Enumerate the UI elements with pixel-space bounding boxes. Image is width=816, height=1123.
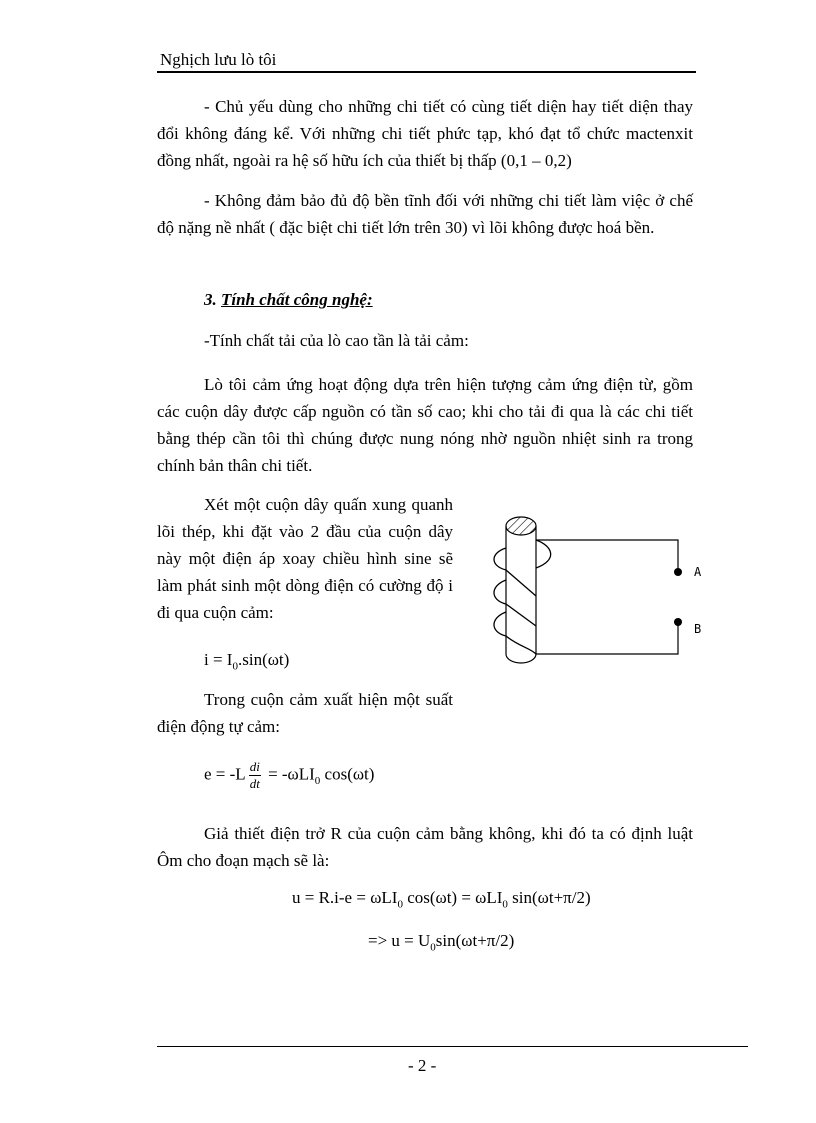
section-title: Tính chất công nghệ:	[221, 290, 373, 309]
steel-core	[506, 517, 536, 663]
paragraph-5: Xét một cuộn dây quấn xung quanh lõi thép, khi đặt vào 2 đầu của cuộn dây này một điện áp xoay chiều hình sine sẽ làm phát sinh một dòng điện có cường độ i đi qua cuộn cảm:	[157, 495, 453, 622]
terminal-a	[674, 568, 682, 576]
paragraph-7: Giả thiết điện trở R của cuộn cảm bằng không, khi đó ta có định luật Ôm cho đoạn mạch sẽ là:	[157, 824, 693, 870]
equation-voltage: u = R.i-e = ωLI$_0$ cos(ωt) = ωLI$_0$ sin(ωt+π/2)	[292, 888, 591, 911]
paragraph-3: -Tính chất tải của lò cao tần là tải cảm:	[204, 331, 469, 350]
coil-diagram	[478, 508, 718, 668]
paragraph-2: - Không đảm bảo đủ độ bền tĩnh đối với những chi tiết làm việc ở chế độ nặng nề nhất ( đặc biệt chi tiết lớn trên 30) vì lõi không được hoá bền.	[157, 191, 693, 237]
fraction-di-dt: $\frac{di}{dt}$	[249, 759, 260, 791]
paragraph-4: Lò tôi cảm ứng hoạt động dựa trên hiện tượng cảm ứng điện từ, gồm các cuộn dây được cấp nguồn có tần số cao; khi cho tải đi qua là các chi tiết bằng thép cần tôi thì chúng được nung nóng nhờ nguồn nhiệt sinh ra trong chính bản thân chi tiết.	[157, 375, 693, 475]
paragraph-1: - Chủ yếu dùng cho những chi tiết có cùng tiết diện hay tiết diện thay đổi không đáng kể. Với những chi tiết phức tạp, khó đạt tổ chức mactenxit đồng nhất, ngoài ra hệ số hữu ích của thiết bị thấp (0,1 – 0,2)	[157, 97, 693, 170]
paragraph-6: Trong cuộn cảm xuất hiện một suất điện động tự cảm:	[157, 690, 453, 736]
equation-emf: e = -L $\frac{di}{dt}$ = -ωLI$_0$ cos(ωt)	[204, 759, 375, 791]
equation-result: => $u = U_0\sin(\omega t+\pi/2)$	[368, 931, 515, 954]
header-rule	[157, 71, 696, 73]
terminal-a-label: A	[694, 565, 702, 579]
footer-rule	[157, 1046, 748, 1047]
page-header-title: Nghịch lưu lò tôi	[160, 50, 277, 69]
page-number: - 2 -	[408, 1056, 437, 1075]
section-number: 3.	[204, 290, 217, 309]
terminal-b	[674, 618, 682, 626]
terminal-b-label: B	[694, 622, 702, 636]
circuit-wires	[536, 540, 678, 654]
coil-winding	[494, 540, 551, 654]
section-heading	[204, 290, 373, 310]
equation-current: $i = I_0.\sin(\omega t)$	[204, 650, 290, 673]
